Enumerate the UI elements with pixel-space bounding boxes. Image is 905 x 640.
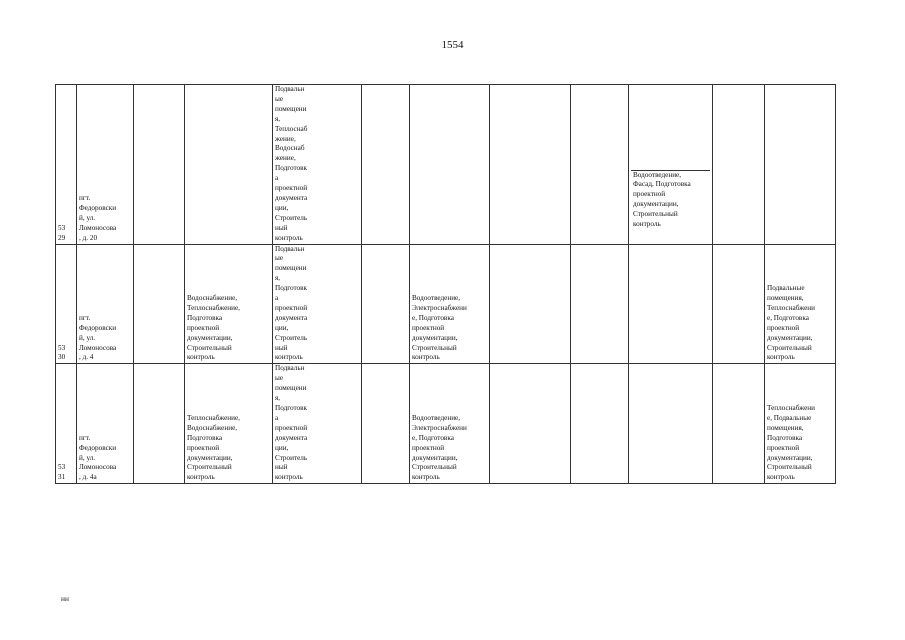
empty-cell [490,364,571,484]
work-cell-text: Водоотведение, Фасад, Подготовка проектной документации, Строительный контроль [633,170,691,229]
empty-cell [713,364,765,484]
address-cell: пгт. Федоровски й, ул. Ломоносова , д. 4а [77,364,134,484]
empty-cell [362,244,410,364]
work-cell: Теплоснабжение, Водоснабжение, Подготовка проектной документации, Строительный контроль [185,364,273,484]
table-row [56,85,836,245]
work-schedule-table [55,84,836,484]
work-cell: Водоснабжение, Теплоснабжение, Подготовка проектной документации, Строительный контроль [185,244,273,364]
work-cell [629,364,713,484]
work-cell [410,85,490,245]
work-cell: Подвальн ые помещени я, Подготовк а проектной документа ции, Строитель ный контроль [273,244,362,364]
row-number: 53 29 [56,85,77,245]
address-cell: пгт. Федоровски й, ул. Ломоносова , д. 4 [77,244,134,364]
empty-cell [134,364,185,484]
empty-cell [571,364,629,484]
table-row [56,364,836,484]
work-cell: Подвальные помещения, Теплоснабжени е, Подготовка проектной документации, Строительный контроль [765,244,836,364]
work-cell: Теплоснабжени е, Подвальные помещения, Подготовка проектной документации, Строительный контроль [765,364,836,484]
table-row [56,244,836,364]
empty-cell [490,85,571,245]
address-cell: пгт. Федоровски й, ул. Ломоносова , д. 20 [77,85,134,245]
work-cell: Водоотведение, Электроснабжени е, Подготовка проектной документации, Строительный контроль [410,364,490,484]
work-cell: Подвальн ые помещени я, Подготовк а проектной документа ции, Строитель ный контроль [273,364,362,484]
empty-cell [571,85,629,245]
work-cell [629,85,713,245]
empty-cell [362,85,410,245]
empty-cell [713,244,765,364]
work-cell: Подвальн ые помещени я, Теплоснаб жение, Водоснаб жение, Подготовк а проектной документа ции, Строитель ный контроль [273,85,362,245]
empty-cell [134,244,185,364]
empty-cell [571,244,629,364]
work-cell [765,85,836,245]
footer-mark: нн [61,594,69,603]
work-cell [629,244,713,364]
empty-cell [134,85,185,245]
empty-cell [362,364,410,484]
row-number: 53 30 [56,244,77,364]
empty-cell [490,244,571,364]
split-divider [631,86,710,171]
empty-cell [713,85,765,245]
work-cell [185,85,273,245]
row-number: 53 31 [56,364,77,484]
work-cell: Водоотведение, Электроснабжени е, Подготовка проектной документации, Строительный контроль [410,244,490,364]
page-number: 1554 [441,39,464,51]
